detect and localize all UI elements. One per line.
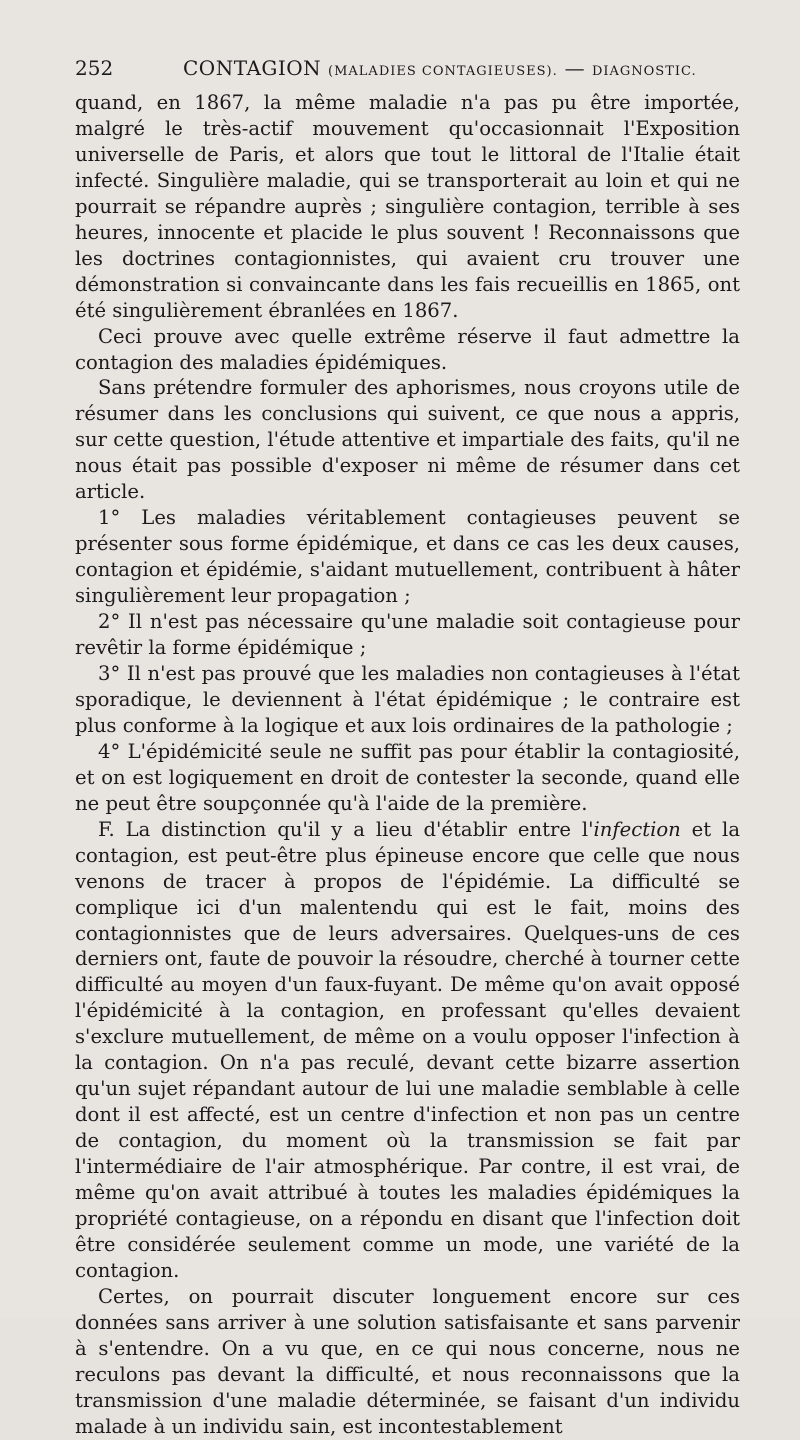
paragraph-text: et la contagion, est peut-être plus épineuse encore que celle que nous venons de tracer à propos de l'épidémie. La difficulté se complique ici d'un malentendu qui est le fait, moins des contagionnistes que de leurs adversaires. Quelques-uns de ces derniers ont, faute de pouvoir la résoudre, cherché à tourner cette difficulté au moyen d'un faux-fuyant. De même qu'on avait opposé l'épidémicité à la contagion, en professant qu'elles devaient s'exclure mutuellement, de même on a voulu opposer l'infection à la contagion. On n'a pas reculé, devant cette bizarre assertion qu'un sujet répandant autour de lui une maladie semblable à celle dont il est affecté, est un centre d'infection et non pas un centre de contagion, du moment où la transmission se fait par l'intermédiaire de l'air atmosphérique. Par contre, il est vrai, de même qu'on avait attribué à toutes les maladies épidémiques la propriété contagieuse, on a répondu en disant que l'infection doit être considérée seulement comme un mode, une variété de la contagion. [75, 817, 740, 1282]
running-title-main: CONTAGION [183, 56, 322, 80]
running-title [183, 56, 697, 80]
list-item: 4° L'épidémicité seule ne suffit pas pour établir la contagiosité, et on est logiquement en droit de contester la seconde, quand elle ne peut être soupçonnée qu'à l'aide de la première. [75, 739, 740, 815]
paragraph: Ceci prouve avec quelle extrême réserve il faut admettre la contagion des maladies épidémiques. [75, 324, 740, 374]
running-title-dash: — [564, 56, 586, 80]
running-title-sub: (MALADIES CONTAGIEUSES). [328, 64, 558, 79]
emphasis-term: infection [593, 817, 681, 841]
page-number: 252 [75, 56, 114, 80]
running-title-section: DIAGNOSTIC. [591, 64, 697, 79]
body-text [75, 90, 740, 1440]
paragraph: Certes, on pourrait discuter longuement encore sur ces données sans arriver à une solution satisfaisante et sans parvenir à s'entendre. On a vu que, en ce qui nous concerne, nous ne reculons pas devant la difficulté, et nous reconnaissons que la transmission d'une maladie déterminée, se faisant d'un individu malade à un individu sain, est incontestablement [75, 1284, 740, 1438]
paragraph-continued: quand, en 1867, la même maladie n'a pas pu être importée, malgré le très-actif mouvement qu'occasionnait l'Exposition universelle de Paris, et alors que tout le littoral de l'Italie était infecté. Singulière maladie, qui se transporterait au loin et qui ne pourrait se répandre auprès ; singulière contagion, terrible à ses heures, innocente et placide le plus souvent ! Reconnaissons que les doctrines contagionnistes, qui avaient cru trouver une démonstration si convaincante dans les fais recueillis en 1865, ont été singulièrement ébranlées en 1867. [75, 91, 740, 322]
list-item: 1° Les maladies véritablement contagieuses peuvent se présenter sous forme épidémique, et dans ce cas les deux causes, contagion et épidémie, s'aidant mutuellement, contribuent à hâter singulièrement leur propagation ; [75, 506, 740, 608]
paragraph-text: F. La distinction qu'il y a lieu d'établir entre l' [98, 817, 594, 841]
paragraph-infection [75, 817, 740, 1284]
list-item: 2° Il n'est pas nécessaire qu'une maladie soit contagieuse pour revêtir la forme épidémique ; [75, 610, 740, 660]
list-item: 3° Il n'est pas prouvé que les maladies non contagieuses à l'état sporadique, le deviennent à l'état épidémique ; le contraire est plus conforme à la logique et aux lois ordinaires de la pathologie ; [75, 661, 740, 737]
running-header [75, 56, 740, 84]
paragraph: Sans prétendre formuler des aphorismes, nous croyons utile de résumer dans les conclusions qui suivent, ce que nous a appris, sur cette question, l'étude attentive et impartiale des faits, qu'il ne nous était pas possible d'exposer ni même de résumer dans cet article. [75, 376, 740, 504]
conclusions-list [75, 505, 740, 816]
